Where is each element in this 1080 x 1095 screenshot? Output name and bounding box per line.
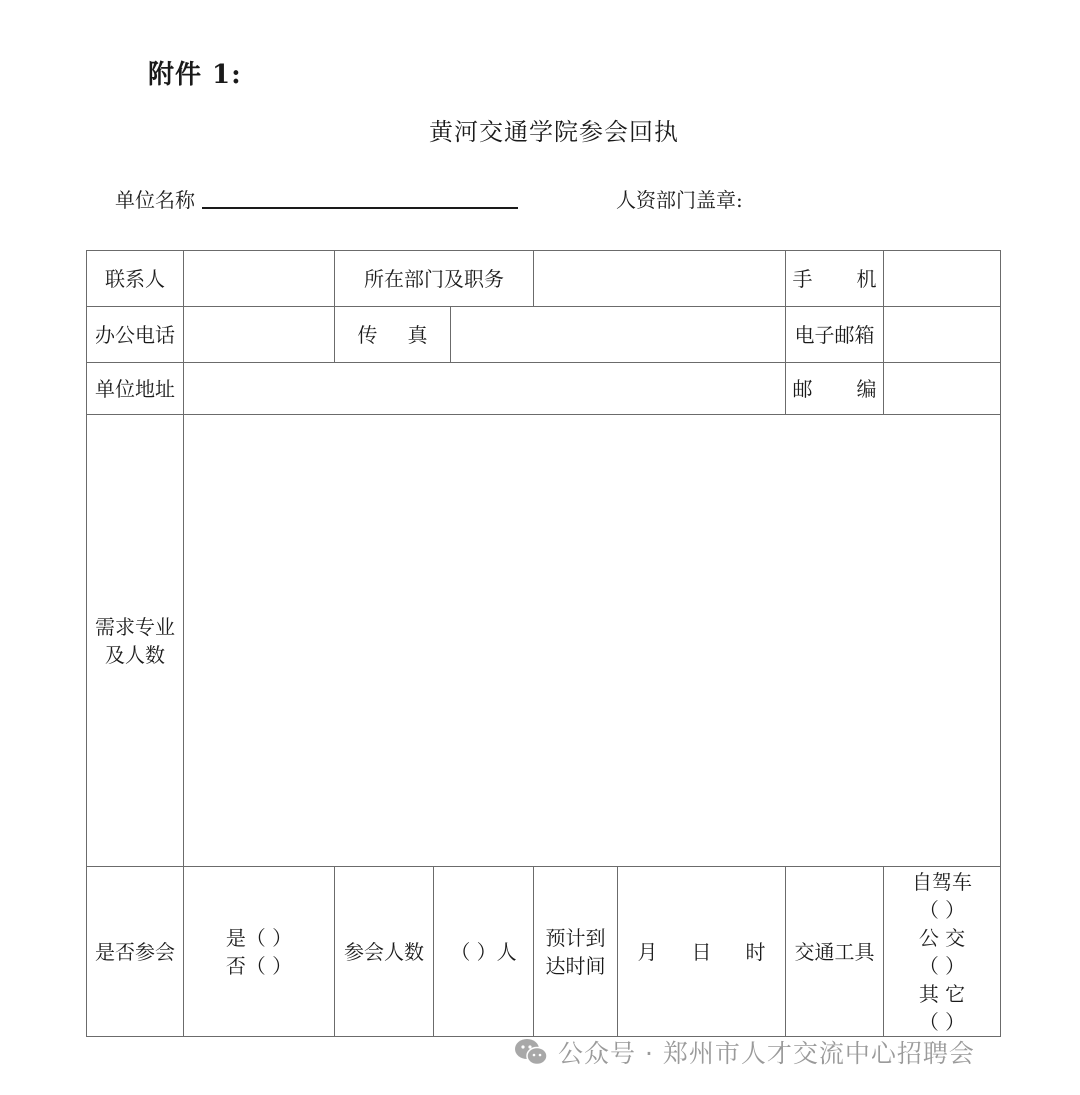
table-row bbox=[87, 251, 1001, 307]
address-field[interactable] bbox=[184, 363, 786, 415]
hour-unit: 时 bbox=[745, 939, 766, 964]
fax-label-part: 传 bbox=[357, 322, 378, 347]
fax-label bbox=[335, 307, 451, 363]
postcode-label-part: 邮 bbox=[792, 376, 813, 401]
majors-label-line: 及人数 bbox=[105, 642, 165, 667]
arrival-label-line: 预计到 bbox=[545, 925, 606, 950]
wechat-icon bbox=[514, 1037, 548, 1067]
email-field[interactable] bbox=[884, 307, 1001, 363]
hr-stamp-label: 人资部门盖章: bbox=[616, 188, 743, 212]
dept-position-label: 所在部门及职务 bbox=[335, 251, 534, 307]
transport-self-drive[interactable]: 自驾车 bbox=[912, 869, 973, 894]
attend-yes-option[interactable]: 是（ ） bbox=[225, 925, 293, 950]
registration-table bbox=[86, 250, 1001, 1037]
dept-position-field[interactable] bbox=[534, 251, 786, 307]
table-row bbox=[87, 307, 1001, 363]
attend-no-option[interactable]: 否（ ） bbox=[225, 953, 293, 978]
contact-label: 联系人 bbox=[87, 251, 184, 307]
attendees-label: 参会人数 bbox=[335, 867, 434, 1037]
attend-label: 是否参会 bbox=[87, 867, 184, 1037]
form-title: 黄河交通学院参会回执 bbox=[429, 118, 679, 146]
attachment-label: 附件 1: bbox=[148, 60, 242, 90]
table-row bbox=[87, 363, 1001, 415]
attendee-count-field[interactable]: （ ）人 bbox=[434, 867, 534, 1037]
postcode-field[interactable] bbox=[884, 363, 1001, 415]
contact-field[interactable] bbox=[184, 251, 335, 307]
arrival-label-line: 达时间 bbox=[545, 953, 606, 978]
fax-field[interactable] bbox=[451, 307, 786, 363]
watermark-text: 公众号 · 郑州市人才交流中心招聘会 bbox=[558, 1039, 975, 1068]
majors-label-line: 需求专业 bbox=[95, 614, 175, 639]
mobile-label-part: 机 bbox=[856, 266, 877, 291]
postcode-label-part: 编 bbox=[856, 376, 877, 401]
transport-other-mark[interactable]: （ ） bbox=[918, 1009, 966, 1034]
majors-field[interactable] bbox=[184, 415, 1001, 867]
postcode-label bbox=[786, 363, 884, 415]
mobile-label-part: 手 bbox=[792, 266, 813, 291]
watermark bbox=[514, 1032, 975, 1072]
attend-choice[interactable] bbox=[184, 867, 335, 1037]
transport-label: 交通工具 bbox=[786, 867, 884, 1037]
transport-bus[interactable]: 公 交 bbox=[918, 925, 966, 950]
arrival-time-field[interactable] bbox=[618, 867, 786, 1037]
address-label: 单位地址 bbox=[87, 363, 184, 415]
table-row bbox=[87, 415, 1001, 867]
mobile-field[interactable] bbox=[884, 251, 1001, 307]
fax-label-part: 真 bbox=[407, 322, 428, 347]
transport-bus-mark[interactable]: （ ） bbox=[918, 953, 966, 978]
transport-options[interactable] bbox=[884, 867, 1001, 1037]
unit-name-field[interactable] bbox=[202, 207, 518, 209]
table-row bbox=[87, 867, 1001, 1037]
office-phone-label: 办公电话 bbox=[87, 307, 184, 363]
transport-other[interactable]: 其 它 bbox=[918, 981, 966, 1006]
mobile-label bbox=[786, 251, 884, 307]
majors-label bbox=[87, 415, 184, 867]
office-phone-field[interactable] bbox=[184, 307, 335, 363]
transport-self-drive-mark[interactable]: （ ） bbox=[918, 897, 966, 922]
month-unit: 月 bbox=[637, 939, 658, 964]
day-unit: 日 bbox=[691, 939, 712, 964]
unit-name-label: 单位名称 bbox=[115, 188, 195, 212]
arrival-label bbox=[534, 867, 618, 1037]
email-label: 电子邮箱 bbox=[786, 307, 884, 363]
